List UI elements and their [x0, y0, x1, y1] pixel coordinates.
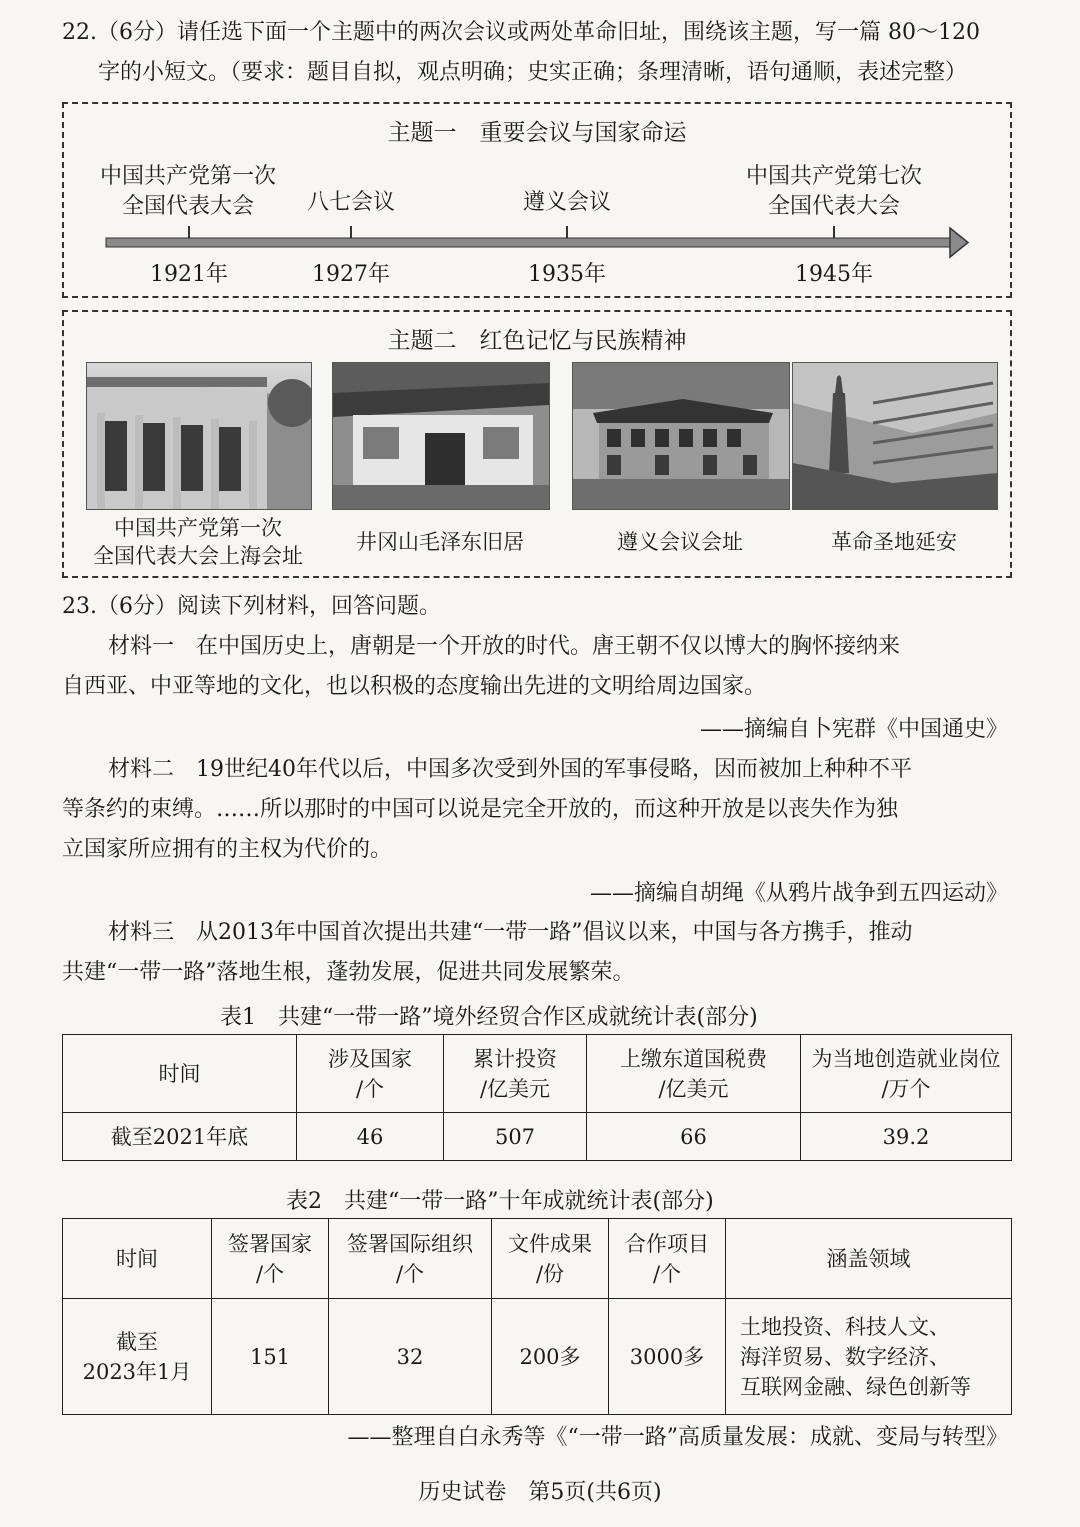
- table1-header: 上缴东道国税费 /亿美元: [587, 1035, 801, 1113]
- table1-cell: 66: [587, 1113, 801, 1161]
- material2-line2: 等条约的束缚。……所以那时的中国可以说是完全开放的，而这种开放是以丧失作为独: [62, 797, 899, 822]
- table1-header: 涉及国家 /个: [297, 1035, 444, 1113]
- table1-caption: 表1 共建“一带一路”境外经贸合作区成就统计表(部分): [220, 1005, 758, 1030]
- material1-source: ——摘编自卜宪群《中国通史》: [699, 717, 1008, 742]
- q23-intro: 23.（6分）阅读下列材料，回答问题。: [62, 594, 441, 619]
- table2-header: 签署国家 /个: [212, 1219, 329, 1299]
- photo-caption: 井冈山毛泽东旧居: [356, 530, 524, 554]
- table2-source: ——整理自白永秀等《“一带一路”高质量发展：成就、变局与转型》: [347, 1425, 1008, 1450]
- theme2-title: 主题二 红色记忆与民族精神: [387, 328, 687, 354]
- timeline-year: 1921年: [150, 262, 228, 287]
- photo-caption: 遵义会议会址: [617, 530, 743, 554]
- table1-cell: 39.2: [801, 1113, 1012, 1161]
- timeline-event-label: 八七会议: [306, 190, 395, 215]
- photo-caption: 革命圣地延安: [831, 530, 957, 554]
- table2-cell: 200多: [492, 1299, 609, 1415]
- table1-header: 累计投资 /亿美元: [444, 1035, 587, 1113]
- timeline-event-label: 遵义会议: [522, 190, 611, 215]
- table2-header: 涵盖领域: [726, 1219, 1012, 1299]
- timeline-event-label: 中国共产党第一次 全国代表大会: [99, 164, 276, 219]
- photo-shanghai-site: [86, 362, 312, 510]
- page-footer: 历史试卷 第5页(共6页): [418, 1480, 662, 1505]
- material3-line2: 共建“一带一路”落地生根，蓬勃发展，促进共同发展繁荣。: [62, 960, 635, 985]
- timeline-event-label: 中国共产党第七次 全国代表大会: [745, 164, 922, 219]
- table2-cell-fields: 土地投资、科技人文、 海洋贸易、数字经济、 互联网金融、绿色创新等: [726, 1299, 1012, 1415]
- theme1-title: 主题一 重要会议与国家命运: [387, 120, 687, 146]
- photo-jinggangshan: [332, 362, 550, 510]
- photo-zunyi-site: [572, 362, 790, 510]
- material1-line1: 材料一 在中国历史上，唐朝是一个开放的时代。唐王朝不仅以博大的胸怀接纳来: [108, 634, 901, 659]
- material3-line1: 材料三 从2013年中国首次提出共建“一带一路”倡议以来，中国与各方携手，推动: [108, 920, 913, 945]
- table2-header: 合作项目 /个: [609, 1219, 726, 1299]
- table2-header: 文件成果 /份: [492, 1219, 609, 1299]
- q22-line1: 22.（6分）请任选下面一个主题中的两次会议或两处革命旧址，围绕该主题，写一篇 80～120: [62, 20, 980, 45]
- table2-cell: 151: [212, 1299, 329, 1415]
- table2-cell: 32: [329, 1299, 492, 1415]
- material2-line3: 立国家所应拥有的主权为代价的。: [62, 837, 393, 862]
- timeline-year: 1927年: [312, 262, 390, 287]
- table2-caption: 表2 共建“一带一路”十年成就统计表(部分): [286, 1189, 714, 1214]
- table1-header: 为当地创造就业岗位 /万个: [801, 1035, 1012, 1113]
- timeline-year: 1945年: [795, 262, 873, 287]
- table1: [62, 1034, 1012, 1161]
- table1-header: 时间: [63, 1035, 297, 1113]
- photo-caption: 中国共产党第一次 全国代表大会上海会址: [93, 516, 303, 568]
- theme2-box: [62, 310, 1012, 578]
- timeline-year: 1935年: [528, 262, 606, 287]
- table2-cell: 3000多: [609, 1299, 726, 1415]
- q22-line2: 字的小短文。（要求：题目自拟，观点明确；史实正确；条理清晰，语句通顺，表述完整）: [98, 60, 968, 85]
- table2: [62, 1218, 1012, 1415]
- table1-cell: 507: [444, 1113, 587, 1161]
- material1-line2: 自西亚、中亚等地的文化，也以积极的态度输出先进的文明给周边国家。: [62, 674, 767, 699]
- table1-cell: 46: [297, 1113, 444, 1161]
- table2-header: 签署国际组织 /个: [329, 1219, 492, 1299]
- theme1-box: [62, 102, 1012, 298]
- table2-cell-time: 截至 2023年1月: [63, 1299, 212, 1415]
- table2-header: 时间: [63, 1219, 212, 1299]
- photo-yanan: [792, 362, 998, 510]
- material2-source: ——摘编自胡绳《从鸦片战争到五四运动》: [589, 881, 1008, 906]
- table1-cell: 截至2021年底: [63, 1113, 297, 1161]
- material2-line1: 材料二 19世纪40年代以后，中国多次受到外国的军事侵略，因而被加上种种不平: [108, 757, 912, 782]
